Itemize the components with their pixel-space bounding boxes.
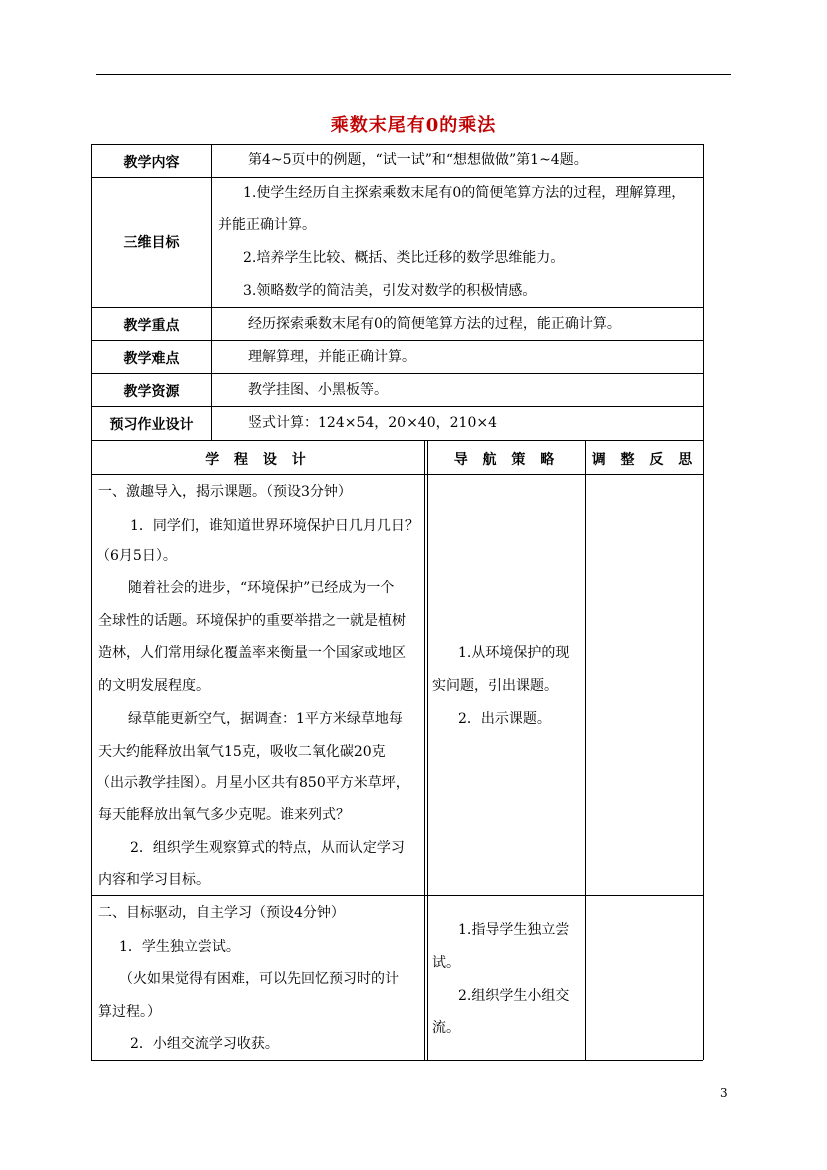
- design-line: 2．组织学生观察算式的特点，从而认定学习: [130, 840, 405, 856]
- teaching-content-text: 第4~5页中的例题，“试一试”和“想想做做”第1~4题。: [248, 152, 588, 168]
- teaching-focus-text: 经历探索乘数末尾有0的简便笔算方法的过程，能正确计算。: [248, 316, 621, 332]
- table-border-right: [703, 144, 704, 1060]
- guide-line: 流。: [432, 1020, 460, 1036]
- guide-line: 2．出示课题。: [458, 711, 551, 727]
- design-line: （火如果觉得有困难，可以先回忆预习时的计: [119, 971, 399, 987]
- teaching-resources-text: 教学挂图、小黑板等。: [248, 382, 388, 398]
- table-border-left: [91, 144, 92, 1060]
- header-adjust-reflect: 调 整 反 思: [591, 452, 698, 468]
- design-column-divider-double: [427, 440, 428, 1060]
- teaching-difficulty-text: 理解算理，并能正确计算。: [248, 349, 416, 365]
- design-line: 算过程。）: [98, 1004, 161, 1020]
- label-column-divider: [211, 144, 212, 440]
- design-line: 每天能释放出氧气多少克呢。谁来列式？: [98, 807, 350, 823]
- page-title: 乘数末尾有0的乘法: [330, 115, 497, 136]
- label-preview-homework: 预习作业设计: [109, 417, 194, 433]
- design-line: （6月5日）。: [96, 548, 177, 564]
- header-rule: [96, 74, 731, 75]
- page-number: 3: [720, 1086, 728, 1100]
- guide-line: 1.从环境保护的现: [458, 645, 570, 661]
- preview-homework-text: 竖式计算：124×54，20×40，210×4: [248, 415, 497, 431]
- label-teaching-difficulty: 教学难点: [123, 351, 180, 367]
- design-line: 天大约能释放出氧气15克，吸收二氧化碳20克: [98, 744, 386, 760]
- section-heading: 一、激趣导入，揭示课题。（预设3分钟）: [98, 484, 352, 500]
- design-line: 全球性的话题。环境保护的重要举措之一就是植树: [98, 613, 406, 629]
- goal-line: 3.领略数学的简洁美，引发对数学的积极情感。: [243, 283, 537, 299]
- design-line: 1．同学们，谁知道世界环境保护日几月几日？: [130, 518, 419, 534]
- section-heading: 二、目标驱动，自主学习（预设4分钟）: [98, 905, 345, 921]
- guide-line: 实问题，引出课题。: [432, 678, 558, 694]
- guide-column-divider: [585, 440, 586, 1060]
- design-line: 1．学生独立尝试。: [119, 939, 240, 955]
- design-column-divider: [424, 440, 425, 1060]
- label-teaching-content: 教学内容: [123, 155, 180, 171]
- header-learning-design: 学 程 设 计: [205, 452, 311, 468]
- guide-line: 试。: [432, 955, 460, 971]
- design-line: 2．小组交流学习收获。: [130, 1036, 279, 1052]
- design-line: 内容和学习目标。: [98, 872, 210, 888]
- design-line: 绿草能更新空气，据调查：1平方米绿草地每: [128, 711, 403, 727]
- goal-line: 2.培养学生比较、概括、类比迁移的数学思维能力。: [243, 250, 565, 266]
- guide-line: 2.组织学生小组交: [458, 988, 570, 1004]
- label-teaching-focus: 教学重点: [123, 318, 180, 334]
- design-line: 随着社会的进步，“环境保护”已经成为一个: [128, 580, 395, 596]
- header-navigation-strategy: 导 航 策 略: [453, 452, 560, 468]
- guide-line: 1.指导学生独立尝: [458, 922, 570, 938]
- design-line: 造林，人们常用绿化覆盖率来衡量一个国家或地区: [98, 645, 406, 661]
- row-divider: [91, 440, 703, 441]
- goal-line: 1.使学生经历自主探索乘数末尾有0的简便笔算方法的过程，理解算理，: [243, 185, 686, 201]
- label-three-dimension-goals: 三维目标: [123, 235, 180, 251]
- goal-line: 并能正确计算。: [218, 217, 316, 233]
- design-line: （出示教学挂图）。月星小区共有850平方米草坪，: [96, 775, 410, 791]
- label-teaching-resources: 教学资源: [123, 384, 180, 400]
- design-line: 的文明发展程度。: [98, 678, 210, 694]
